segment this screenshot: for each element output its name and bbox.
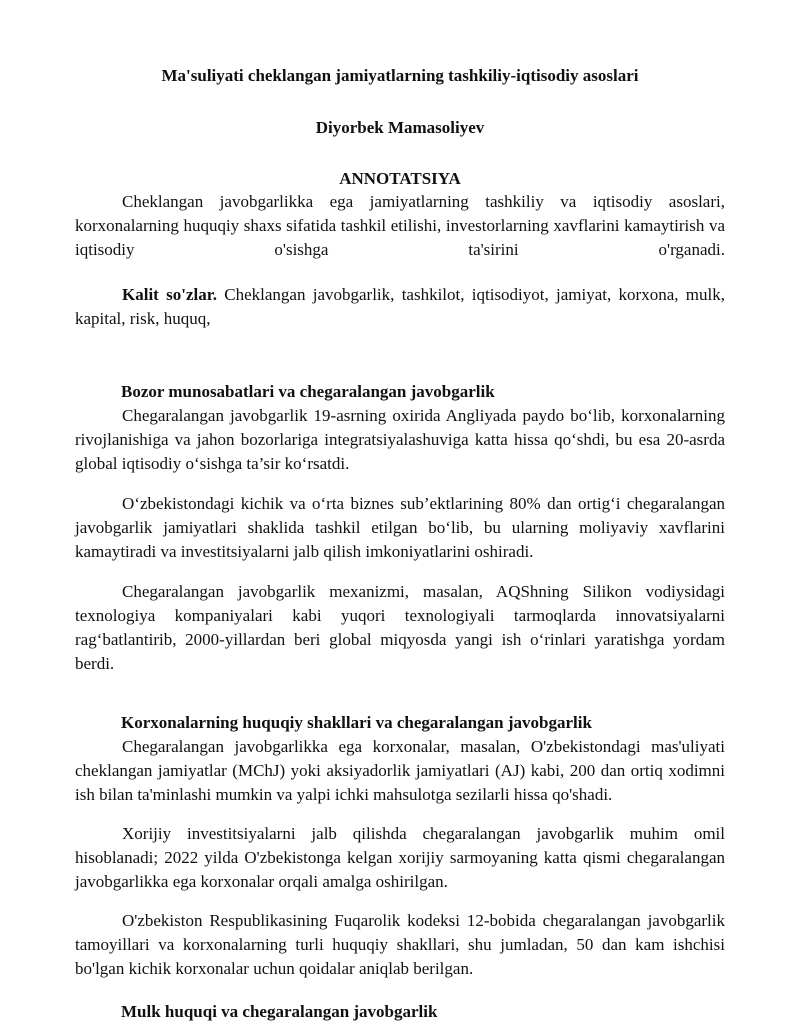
keywords-paragraph xyxy=(75,283,725,331)
section-paragraph: Chegaralangan javobgarlik mexanizmi, masalan, AQShning Silikon vodiysidagi texnologiya kompaniyalari kabi yuqori texnologiyali tarmoqlarda innovatsiyalarni rag‘batlantirib, 2000-yillardan beri global miqyosda yangi ish o‘rinlari yaratishga yordam berdi. xyxy=(75,582,725,673)
keywords-label: Kalit so'zlar. xyxy=(122,285,217,304)
section-paragraph: Xorijiy investitsiyalarni jalb qilishda chegaralangan javobgarlik muhim omil hisoblanadi; 2022 yilda O'zbekistonga kelgan xorijiy sarmoyaning katta qismi chegaralangan javobgarlikka ega korxonalar orqali amalga oshirilgan. xyxy=(75,824,725,891)
section-paragraph: Chegaralangan javobgarlik 19-asrning oxirida Angliyada paydo bo‘lib, korxonalarning rivojlanishiga va jahon bozorlariga integratsiyalashuviga katta hissa qo‘shdi, bu esa 20-asrda global iqtisodiy o‘sishga ta’sir ko‘rsatdi. xyxy=(75,406,725,473)
section-paragraph: Chegaralangan javobgarlikka ega korxonalar, masalan, O'zbekistondagi mas'uliyati cheklangan jamiyatlar (MChJ) yoki aksiyadorlik jamiyatlari (AJ) kabi, 200 dan ortiq xodimni ish bilan ta'minlashi mumkin va yalpi ichki mahsulotga sezilarli hissa qo'shadi. xyxy=(75,737,725,804)
section-heading: Bozor munosabatlari va chegaralangan javobgarlik xyxy=(121,382,495,401)
keywords-text: Cheklangan javobgarlik, tashkilot, iqtisodiyot, jamiyat, korxona, mulk, kapital, risk, huquq, xyxy=(75,285,725,328)
section-paragraph: O‘zbekistondagi kichik va o‘rta biznes sub’ektlarining 80% dan ortig‘i chegaralangan javobgarlik jamiyatlari shaklida tashkil etilgan bo‘lib, bu ularning moliyaviy xavflarini kamaytiradi va investitsiyalarni jalb qilish imkoniyatlarini oshiradi. xyxy=(75,494,725,561)
section-heading: Korxonalarning huquqiy shakllari va chegaralangan javobgarlik xyxy=(121,713,592,732)
section-paragraph: O'zbekiston Respublikasining Fuqarolik kodeksi 12-bobida chegaralangan javobgarlik tamoyillari va korxonalarning turli huquqiy shakllari, shu jumladan, 50 dan kam ishchisi bo'lgan kichik korxonalar uchun qoidalar aniqlab berilgan. xyxy=(75,911,725,978)
abstract-heading: ANNOTATSIYA xyxy=(339,169,461,188)
document-title: Ma'suliyati cheklangan jamiyatlarning tashkiliy-iqtisodiy asoslari xyxy=(161,66,639,85)
document-author: Diyorbek Mamasoliyev xyxy=(315,118,485,137)
abstract-text: Cheklangan javobgarlikka ega jamiyatlarning tashkiliy va iqtisodiy asoslari, korxonalarning huquqiy shaxs sifatida tashkil etilishi, investorlarning xavflarini kamaytirish va iqtisodiy o'sishga ta'sirini o'rganadi. xyxy=(75,192,725,259)
section-heading: Mulk huquqi va chegaralangan javobgarlik xyxy=(121,1002,438,1021)
